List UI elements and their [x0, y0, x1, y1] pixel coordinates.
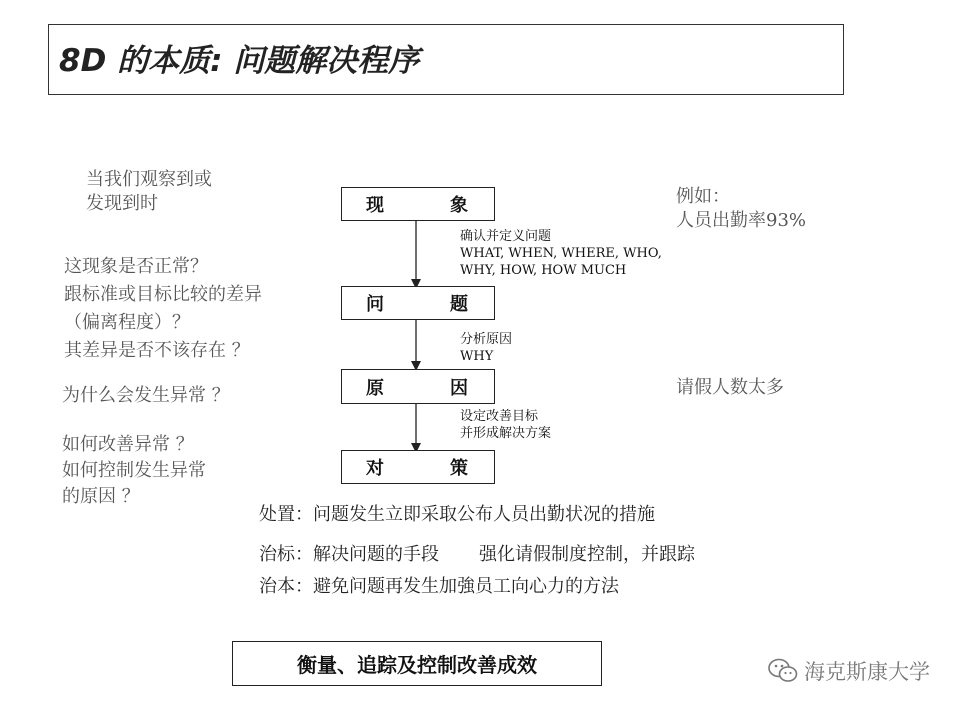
flow-note-line: 分析原因 — [460, 332, 513, 347]
measure-disposal: 处置：问题发生立即采取公布人员出勤状况的措施 — [259, 504, 655, 525]
left-note-line: 为什么会发生异常 ？ — [62, 385, 230, 406]
watermark — [768, 656, 930, 686]
right-note-example — [676, 185, 806, 233]
measure-symptom: 治标：解决问题的手段 强化请假制度控制，并跟踪 — [259, 544, 696, 565]
flow-note-line: 确认并定义问题 — [460, 229, 552, 244]
flow-box-char: 象 — [450, 195, 468, 216]
page-title: 8D 的本质: 问题解决程序 — [59, 43, 420, 79]
flow-box-cause — [341, 369, 495, 404]
flow-note-line: WHAT, WHEN, WHERE, WHO, — [460, 246, 662, 261]
flow-note-analyze — [460, 331, 512, 365]
right-note-cause: 请假人数太多 — [676, 377, 784, 398]
left-note-line: 发现到时 — [86, 193, 158, 214]
flow-note-line: 并形成解决方案 — [460, 426, 552, 441]
flow-note-line: 设定改善目标 — [460, 409, 539, 424]
right-note-line: 人员出勤率93% — [676, 210, 807, 231]
flow-box-char: 对 — [366, 458, 384, 479]
left-note-line: 如何改善异常 ？ — [62, 434, 194, 455]
flow-box-char: 题 — [450, 294, 468, 315]
left-note-line: （偏离程度）？ — [64, 312, 190, 333]
final-box: 衡量、追踪及控制改善成效 — [232, 641, 602, 686]
left-note-line: 当我们观察到或 — [86, 169, 212, 190]
flow-box-char: 现 — [366, 195, 384, 216]
flow-box-countermeasure — [341, 450, 495, 484]
left-note-line: 跟标准或目标比较的差异 — [64, 284, 262, 305]
flow-note-solution — [460, 408, 551, 442]
flow-box-char: 因 — [450, 377, 468, 399]
flow-note-line: WHY — [460, 349, 494, 364]
flow-note-line: WHY, HOW, HOW MUCH — [460, 263, 627, 278]
watermark-text: 海克斯康大学 — [804, 660, 930, 684]
left-note-line: 这现象是否正常？ — [64, 256, 208, 277]
flow-box-char: 问 — [366, 294, 384, 315]
left-note-line: 如何控制发生异常 — [62, 460, 206, 481]
right-note-line: 例如： — [676, 186, 730, 207]
flow-box-char: 原 — [366, 377, 384, 399]
measure-root: 治本：避免问题再发生加強员工向心力的方法 — [259, 576, 619, 597]
left-note-line: 的原因 ？ — [62, 486, 140, 507]
flow-box-phenomenon — [341, 187, 495, 221]
wechat-icon — [768, 658, 798, 684]
flow-box-problem — [341, 286, 495, 320]
flow-note-define — [460, 228, 662, 279]
left-note-line: 其差异是否不该存在 ？ — [64, 340, 250, 361]
flow-box-char: 策 — [450, 458, 468, 479]
